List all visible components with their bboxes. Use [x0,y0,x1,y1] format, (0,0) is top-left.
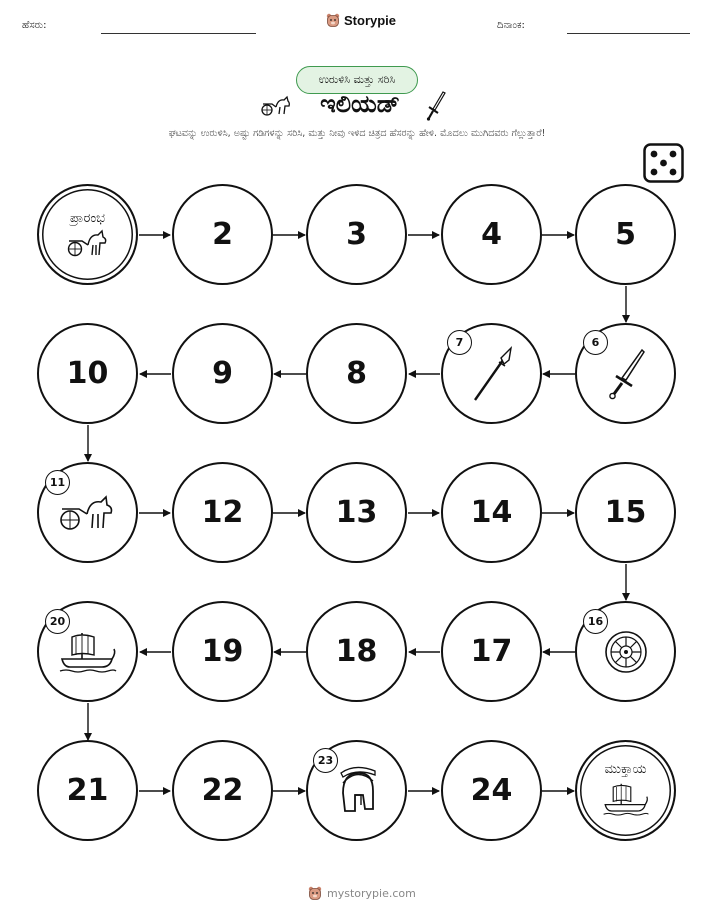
name-label: ಹೆಸರು: [22,20,47,31]
space-number-tag: 11 [45,470,70,495]
spear-icon [467,344,517,404]
space-number: 8 [346,356,367,391]
chariot-icon [57,494,119,532]
board-space-18[interactable] [306,601,407,702]
space-number: 4 [481,217,502,252]
space-number: 21 [66,773,109,808]
space-number: 9 [212,356,233,391]
space-number-tag: 23 [313,748,338,773]
space-number: 17 [470,634,513,669]
finish-label: ಮುಕ್ತಾಯ [604,762,647,777]
space-number: 3 [346,217,367,252]
space-number: 14 [470,495,513,530]
space-number: 13 [335,495,378,530]
shield-icon [603,629,649,675]
space-number: 5 [615,217,636,252]
space-number-tag: 20 [45,609,70,634]
board-space-2[interactable] [172,184,273,285]
board-space-15[interactable] [575,462,676,563]
board-space-22[interactable] [172,740,273,841]
space-number: 22 [201,773,244,808]
board-space-5[interactable] [575,184,676,285]
finish-space[interactable] [575,740,676,841]
board-space-24[interactable] [441,740,542,841]
board-space-10[interactable] [37,323,138,424]
space-number-tag: 6 [583,330,608,355]
board-space-12[interactable] [172,462,273,563]
board-space-21[interactable] [37,740,138,841]
space-number: 10 [66,356,109,391]
board-space-13[interactable] [306,462,407,563]
space-number: 2 [212,217,233,252]
space-number: 12 [201,495,244,530]
board-space-3[interactable] [306,184,407,285]
instructions-text: ಘಟವನ್ನು ಉರುಳಿಸಿ, ಅಷ್ಟು ಗಡಿಗಳನ್ನು ಸರಿಸಿ, ಮತ್ತು ನೀವು ಇಳಿದ ಚಿತ್ರದ ಹೆಸರನ್ನು ಹೇಳಿ. ಮೊದಲು ಮುಗಿದವರು ಗೆಲ್ಲುತ್ತಾರೆ! [168,128,546,139]
page-title: ಇಲಿಯಡ್ [320,90,400,118]
space-number: 18 [335,634,378,669]
footer-url[interactable]: mystorypie.com [327,887,416,900]
date-label: ದಿನಾಂಕ: [497,20,525,31]
helmet-icon [335,765,379,817]
space-number: 19 [201,634,244,669]
game-type-badge: ಉರುಳಿಸಿ ಮತ್ತು ಸರಿಸಿ [296,66,418,94]
bear-icon [308,886,322,901]
footer [308,886,416,901]
space-number: 24 [470,773,513,808]
space-number-tag: 7 [447,330,472,355]
board-space-4[interactable] [441,184,542,285]
ship-icon [602,779,650,819]
board-space-19[interactable] [172,601,273,702]
space-number-tag: 16 [583,609,608,634]
brand-name: Storypie [344,13,397,28]
start-label: ಪ್ರಾರಂಭ [69,211,105,226]
board-space-17[interactable] [441,601,542,702]
ship-icon [58,627,118,677]
sword-icon [604,346,648,402]
space-number: 15 [604,495,647,530]
start-space[interactable] [37,184,138,285]
board-space-14[interactable] [441,462,542,563]
chariot-icon [65,228,111,258]
board-space-8[interactable] [306,323,407,424]
board-space-9[interactable] [172,323,273,424]
